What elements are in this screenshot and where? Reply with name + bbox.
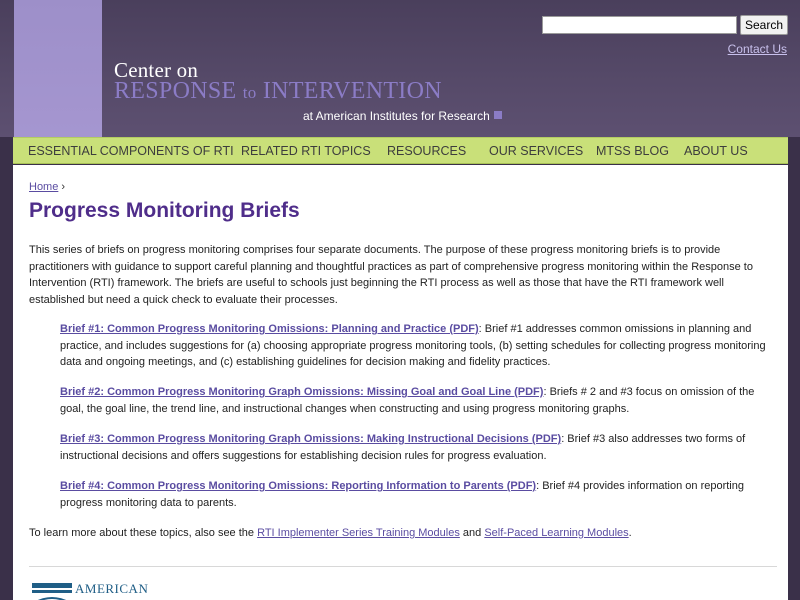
brief-item-1 xyxy=(60,321,778,371)
brief-1-link[interactable]: Brief #1: Common Progress Monitoring Omissions: Planning and Practice (PDF) xyxy=(60,323,479,335)
brief-3-description: : Brief #3 also addresses two forms of instructional decisions and offers suggestions for establishing decision rules for progress evaluation. xyxy=(60,433,746,462)
brief-1-description: : Brief #1 addresses common omissions in planning and practice, and includes suggestions for (a) choosing appropriate progress monitoring tools, (b) setting schedules for collecting progress monitoring data and ongoing meetings, and (c) establishing guidelines for decision making and fidelity practices. xyxy=(60,323,766,368)
breadcrumb-home-link[interactable]: Home xyxy=(29,181,59,193)
air-logo-icon[interactable] xyxy=(32,583,72,600)
nav-item-our-services[interactable]: OUR SERVICES xyxy=(489,144,584,158)
nav-item-about-us[interactable]: ABOUT US xyxy=(684,144,748,158)
self-paced-modules-link[interactable]: Self-Paced Learning Modules xyxy=(484,527,629,539)
closing-paragraph xyxy=(29,525,777,542)
search-input[interactable] xyxy=(542,16,737,34)
logo-line-rti[interactable] xyxy=(114,78,442,105)
breadcrumb-separator: › xyxy=(61,181,66,193)
footer-divider xyxy=(29,566,777,567)
brief-item-3 xyxy=(60,431,778,464)
nav-item-resources[interactable]: RESOURCES xyxy=(387,144,467,158)
air-logo-text[interactable]: AMERICAN xyxy=(75,581,149,596)
search-button[interactable]: Search xyxy=(740,15,788,35)
logo-tagline xyxy=(303,109,502,123)
nav-item-related-rti-topics[interactable]: RELATED RTI TOPICS xyxy=(241,144,371,158)
closing-mid: and xyxy=(459,527,485,539)
closing-suffix: . xyxy=(628,527,632,539)
brief-2-description: : Briefs # 2 and #3 focus on omission of the goal, the goal line, the trend line, and instructional changes when constructing and using progress monitoring graphs. xyxy=(60,386,755,415)
brief-2-link[interactable]: Brief #2: Common Progress Monitoring Graph Omissions: Missing Goal and Goal Line (PDF) xyxy=(60,386,544,398)
logo-word-intervention: INTERVENTION xyxy=(262,78,442,104)
logo-tagline-text: at American Institutes for Research xyxy=(303,109,490,123)
main-nav xyxy=(13,137,788,164)
brief-4-description: : Brief #4 provides information on reporting progress monitoring data to parents. xyxy=(60,480,744,509)
nav-item-essential-components[interactable]: ESSENTIAL COMPONENTS OF RTI xyxy=(28,144,234,158)
logo-word-to: to xyxy=(242,83,257,102)
brief-item-2 xyxy=(60,384,778,417)
logo-line-center-on[interactable]: Center on xyxy=(114,58,199,82)
contact-us-link[interactable]: Contact Us xyxy=(727,42,787,56)
logo-word-response: RESPONSE xyxy=(114,78,237,104)
rti-implementer-series-link[interactable]: RTI Implementer Series Training Modules xyxy=(257,527,460,539)
page-title: Progress Monitoring Briefs xyxy=(29,199,300,222)
site-header xyxy=(0,0,800,137)
intro-paragraph: This series of briefs on progress monitoring comprises four separate documents. The purpose of these progress monitoring briefs is to provide practitioners with guidance to support careful planning and thoughtful practices as part of comprehensive progress monitoring within the Response to Intervention (RTI) framework. The briefs are useful to schools just beginning the RTI process as well as those that have the RTI framework well established but need a quick check to evaluate their processes. xyxy=(29,244,753,306)
brief-4-link[interactable]: Brief #4: Common Progress Monitoring Omissions: Reporting Information to Parents (PDF) xyxy=(60,480,537,492)
main-content xyxy=(13,165,788,600)
closing-prefix: To learn more about these topics, also see the xyxy=(29,527,258,539)
header-accent-block xyxy=(14,0,102,137)
brief-item-4 xyxy=(60,478,778,511)
brief-3-link[interactable]: Brief #3: Common Progress Monitoring Graph Omissions: Making Instructional Decisions (PDF) xyxy=(60,433,562,445)
breadcrumb xyxy=(29,181,65,193)
nav-item-mtss-blog[interactable]: MTSS BLOG xyxy=(596,144,669,158)
square-icon xyxy=(494,111,502,119)
